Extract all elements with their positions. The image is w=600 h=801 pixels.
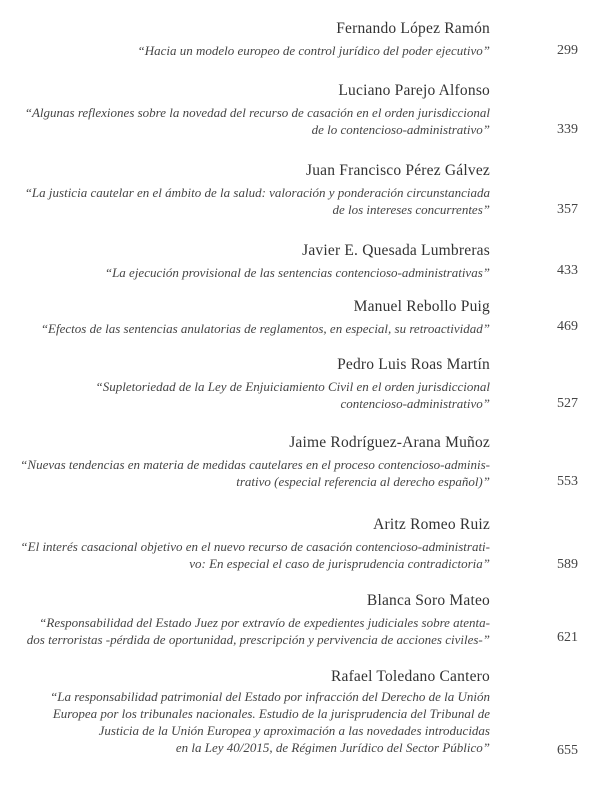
entry-title-line: “Algunas reflexiones sobre la novedad del recurso de casación en el orden jurisdiccional xyxy=(24,105,490,120)
entry-title-line: en la Ley 40/2015, de Régimen Jurídico del Sector Público” xyxy=(175,740,490,755)
entry-author: Juan Francisco Pérez Gálvez xyxy=(305,162,490,179)
entry-page-number: 339 xyxy=(557,122,578,137)
entry-title-line: de lo contencioso-administrativo” xyxy=(311,122,490,137)
entry-title xyxy=(20,456,490,490)
entry-page-number: 655 xyxy=(557,743,578,758)
entry-author: Pedro Luis Roas Martín xyxy=(337,356,490,373)
entry-title xyxy=(20,378,490,412)
entry-title-line: “Hacia un modelo europeo de control jurídico del poder ejecutivo” xyxy=(137,43,490,58)
entry-title-line: “Responsabilidad del Estado Juez por extravío de expedientes judiciales sobre atenta- xyxy=(39,615,490,630)
entry-author: Manuel Rebollo Puig xyxy=(353,298,490,315)
entry-title xyxy=(20,264,490,281)
entry-page-number: 527 xyxy=(557,396,578,411)
entry-title-line: Justicia de la Unión Europea y aproximación a las novedades introducidas xyxy=(98,723,490,738)
entry-author: Jaime Rodríguez-Arana Muñoz xyxy=(289,434,490,451)
entry-title xyxy=(20,42,490,59)
entry-title xyxy=(20,688,490,756)
entry-author: Luciano Parejo Alfonso xyxy=(338,82,490,99)
entry-title-line: “La justicia cautelar en el ámbito de la salud: valoración y ponderación circunstanciada xyxy=(24,185,490,200)
entry-page-number: 299 xyxy=(557,43,578,58)
entry-page-number: 621 xyxy=(557,630,578,645)
entry-title-line: “Nuevas tendencias en materia de medidas cautelares en el proceso contencioso-adminis- xyxy=(20,457,490,472)
entry-title-line: Europea por los tribunales nacionales. Estudio de la jurisprudencia del Tribunal de xyxy=(52,706,490,721)
entry-page-number: 553 xyxy=(557,474,578,489)
entry-title xyxy=(20,320,490,337)
entry-author: Fernando López Ramón xyxy=(336,20,490,37)
entry-author: Rafael Toledano Cantero xyxy=(330,668,490,685)
entry-title-line: “La responsabilidad patrimonial del Estado por infracción del Derecho de la Unión xyxy=(50,689,490,704)
entry-author: Javier E. Quesada Lumbreras xyxy=(302,242,490,259)
entry-title-line: “Efectos de las sentencias anulatorias de reglamentos, en especial, su retroactividad” xyxy=(40,321,490,336)
entry-author: Blanca Soro Mateo xyxy=(366,592,490,609)
entry-title-line: contencioso-administrativo” xyxy=(340,396,490,411)
entry-title xyxy=(20,614,490,648)
entry-page-number: 433 xyxy=(557,263,578,278)
entry-title xyxy=(20,104,490,138)
entry-page-number: 357 xyxy=(557,202,578,217)
entry-title-line: de los intereses concurrentes” xyxy=(332,202,490,217)
entry-title-line: “La ejecución provisional de las sentencias contencioso-administrativas” xyxy=(104,265,490,280)
entry-page-number: 589 xyxy=(557,557,578,572)
entry-title xyxy=(20,184,490,218)
entry-title-line: “Supletoriedad de la Ley de Enjuiciamiento Civil en el orden jurisdiccional xyxy=(95,379,490,394)
entry-title-line: “El interés casacional objetivo en el nuevo recurso de casación contencioso-administrati- xyxy=(20,539,490,554)
entry-title xyxy=(20,538,490,572)
entry-title-line: dos terroristas -pérdida de oportunidad, prescripción y pervivencia de acciones civiles-” xyxy=(26,632,490,647)
entry-page-number: 469 xyxy=(557,319,578,334)
entry-author: Aritz Romeo Ruiz xyxy=(373,516,490,533)
entry-title-line: vo: En especial el caso de jurisprudencia contradictoria” xyxy=(189,556,490,571)
entry-title-line: trativo (especial referencia al derecho español)” xyxy=(236,474,490,489)
